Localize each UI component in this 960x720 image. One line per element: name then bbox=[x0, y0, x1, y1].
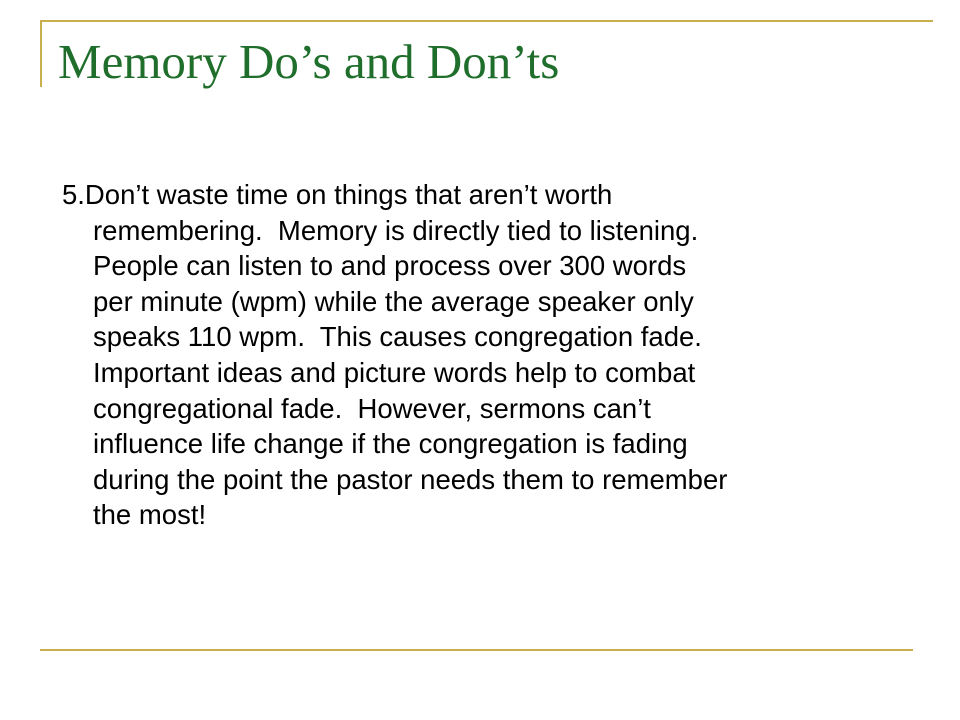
body-line: the most! bbox=[93, 499, 207, 531]
body-line: speaks 110 wpm. This causes congregation fade. bbox=[93, 321, 702, 353]
slide-body bbox=[62, 177, 912, 533]
body-line: per minute (wpm) while the average speaker only bbox=[93, 285, 694, 317]
body-line: congregational fade. However, sermons can’t bbox=[93, 392, 651, 424]
left-accent-divider bbox=[40, 20, 42, 87]
slide-title: Memory Do’s and Don’ts bbox=[58, 34, 560, 89]
body-line: 5.Don’t waste time on things that aren’t worth bbox=[62, 179, 613, 210]
body-line: during the point the pastor needs them to remember bbox=[93, 463, 728, 495]
body-line: remembering. Memory is directly tied to listening. bbox=[93, 214, 699, 246]
body-line: Important ideas and picture words help to combat bbox=[93, 356, 696, 388]
body-line: influence life change if the congregation is fading bbox=[93, 428, 688, 460]
bottom-divider bbox=[40, 649, 913, 651]
body-line: People can listen to and process over 300 words bbox=[93, 250, 687, 282]
top-divider bbox=[40, 20, 933, 22]
